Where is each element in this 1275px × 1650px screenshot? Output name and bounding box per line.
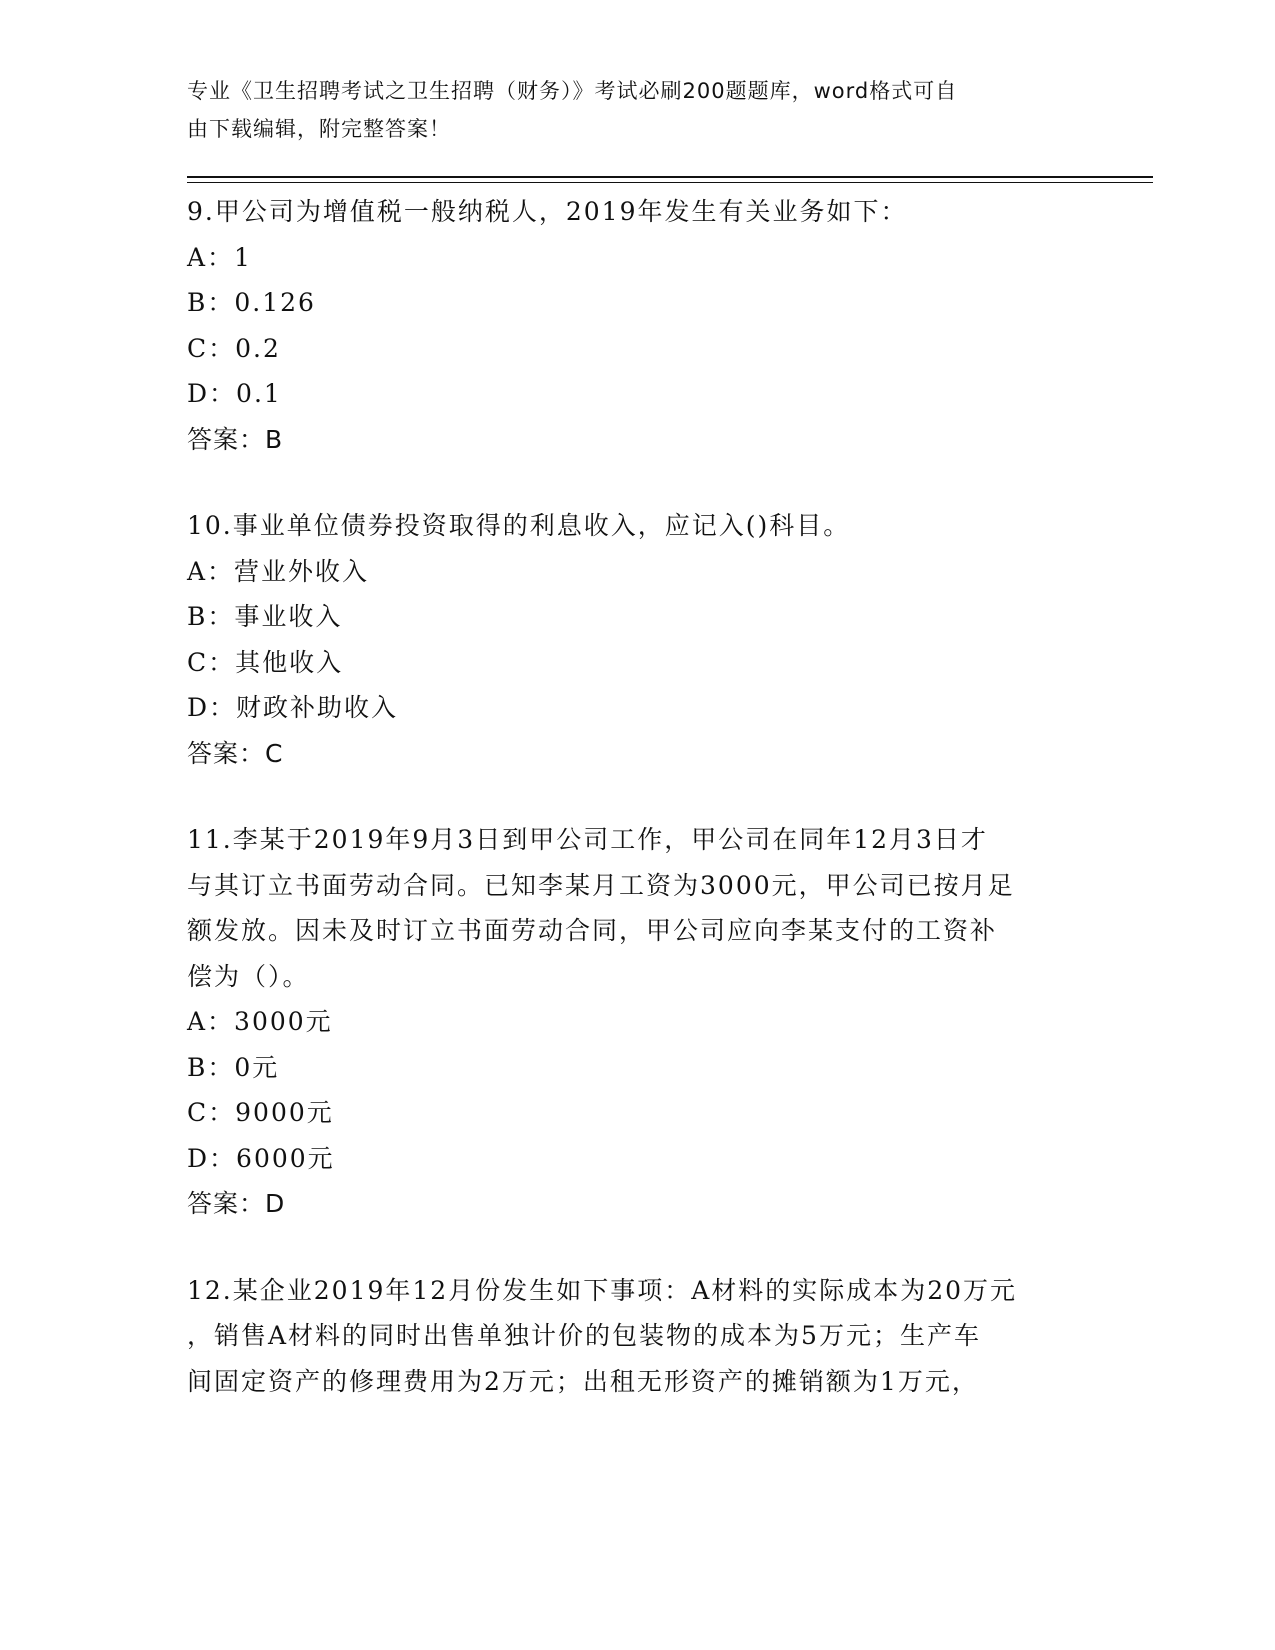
answer-line: 答案：D (187, 1189, 286, 1218)
option-b: B：0元 (187, 1052, 280, 1082)
option-c: C：0.2 (187, 333, 281, 363)
question-list (187, 189, 1087, 1445)
question-stem-line-2: 与其订立书面劳动合同。已知李某月工资为3000元，甲公司已按月足 (187, 870, 1015, 900)
answer-line: 答案：B (187, 424, 284, 454)
answer-line: 答案：C (187, 738, 284, 768)
question-11 (187, 817, 1087, 1227)
option-b: B：0.126 (187, 288, 316, 317)
question-stem-line-3: 间固定资产的修理费用为2万元；出租无形资产的摊销额为1万元， (187, 1366, 979, 1396)
question-stem-line-3: 额发放。因未及时订立书面劳动合同，甲公司应向李某支付的工资补 (187, 916, 998, 945)
question-9 (187, 189, 1087, 462)
option-d: D：财政补助收入 (187, 693, 399, 722)
option-a: A：营业外收入 (187, 556, 370, 586)
option-b: B：事业收入 (187, 602, 343, 631)
question-stem-line-1: 11.李某于2019年9月3日到甲公司工作，甲公司在同年12月3日才 (187, 825, 988, 854)
question-stem-line-4: 偿为（）。 (187, 961, 310, 991)
header-line-2: 由下载编辑，附完整答案！ (187, 117, 451, 141)
option-a: A：1 (187, 242, 252, 272)
question-stem-line-1: 12.某企业2019年12月份发生如下事项：A材料的实际成本为20万元 (187, 1275, 1018, 1305)
header-divider-thin (187, 182, 1153, 183)
question-12 (187, 1268, 1087, 1405)
option-c: C：其他收入 (187, 647, 344, 677)
question-10 (187, 503, 1087, 776)
question-stem: 10.事业单位债券投资取得的利息收入，应记入()科目。 (187, 511, 851, 540)
document-header (187, 72, 1067, 148)
question-stem: 9.甲公司为增值税一般纳税人，2019年发生有关业务如下： (187, 197, 908, 226)
header-divider-thick (187, 176, 1153, 178)
option-c: C：9000元 (187, 1098, 334, 1127)
option-d: D：0.1 (187, 379, 282, 408)
header-line-1: 专业《卫生招聘考试之卫生招聘（财务）》考试必刷200题题库，word格式可自 (187, 79, 958, 103)
option-a: A：3000元 (187, 1007, 333, 1036)
question-stem-line-2: ，销售A材料的同时出售单独计价的包装物的成本为5万元；生产车 (187, 1321, 981, 1350)
option-d: D：6000元 (187, 1143, 335, 1173)
